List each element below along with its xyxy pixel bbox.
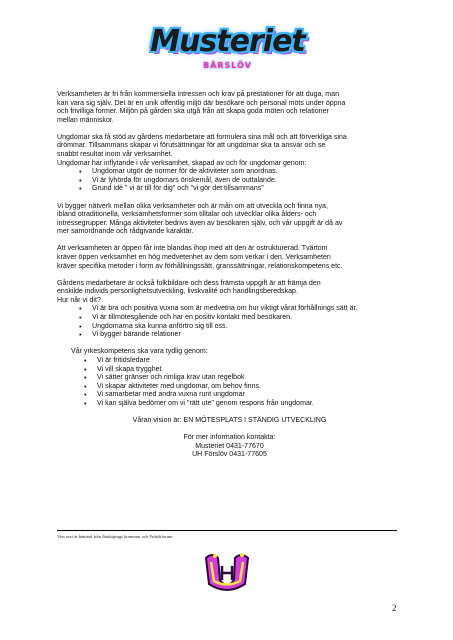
logo-wordmark: Musteriet [150,24,305,59]
contact-uh: UH Förslöv 0431-77605 [192,451,267,459]
uh-logo [202,550,252,595]
bullet-item: • Vi skapar aktiviteter med ungdomar, om behov finns. [84,383,402,392]
bullet-item: • Vi är tillmötesgående och har en positiv kontakt med besökaren. [79,314,402,323]
bullet-item: • Vi bygger bärande relationer [79,331,402,340]
bullet-item: • Vi vill skapa trygghet [84,366,402,375]
open-activity-paragraph [57,245,402,271]
bullet-item: • Vi kan själva bedömer om vi "rätt ute" genom respons från ungdomar. [84,400,402,409]
text-line: Ungdomar ska få stöd av gårdens medarbetare att formulera sina mål och att förverkliga sina [57,133,347,141]
footnote: Viss text är hämtad från Jönköpings kommun och Fritidsforum [57,534,173,539]
logo-subtitle: BÅRSLÖV [203,61,252,70]
musteriet-logo [150,22,305,82]
mission-section [57,280,402,340]
competence-bullet-list [84,357,402,409]
bullet-item: • Grund idé " vi är till för dig" och "vi gör det tillsammans" [79,185,402,194]
bullet-item: • Ungdomarna ska kunna anförtro sig till oss. [79,323,402,332]
page-number: 2 [392,603,397,613]
text-line: Ungdomar har inflytande i vår verksamhet, skapad av och för ungdomar genom: [57,159,307,167]
bullet-item: • Vi är lyhörda för ungdomars önskemål, även de outtalande. [79,177,402,186]
bullet-item: • Vi sätter gränser och rimliga krav utan regelbok [84,374,402,383]
text-line: enskilde individs personlighetsutveckling, livskvalité och handlingsberedskap. [57,288,298,296]
bullet-item: • Ungdomar utgör de normer för de aktiviteter som anordnas. [79,168,402,177]
text-line: snabbt resultat inom vår verksamhet. [57,151,173,159]
text-line: mellan människor. [57,116,114,124]
contact-musteriet: Musteriet 0431-77670 [195,442,264,450]
bullet-item: • Vi är fritidsledare [84,357,402,366]
text-line: Verksamheten är fri från kommersiella intressen och krav på prestationer för att duga, man [57,91,340,98]
text-line: kräver specifika metoder i form av förhållningssätt, granssättningar, relationskompetens etc. [57,262,343,270]
text-line: drömmar. Tillsammans skapar vi förutsättningar för att ungdomar ska ta ansvar och se [57,142,326,150]
text-line: Hur når vi dit? [57,296,101,304]
text-line: och frivilliga former. Miljön på gården ska utgå från att skapa goda möten och relationer [57,108,329,116]
contact-heading: För mer information kontakta: [183,434,276,442]
contact-block [57,434,402,460]
body-text [57,91,402,460]
youth-section [57,134,402,194]
competence-section [71,348,402,408]
text-line: Att verksamheten är öppen får inte blandas ihop med att den är ostrukturerad. Tvärtom [57,245,328,253]
bullet-item: • Vi samarbetar med andra vuxna runt ungdomar [84,391,402,400]
text-line: mer samordnande och rådgivande karaktär. [57,228,194,236]
youth-bullet-list [79,168,402,194]
competence-heading: Vår yrkeskompetens ska vara tydlig genom: [71,348,208,356]
network-paragraph [57,203,402,237]
text-line: ibland otraditionella, verksamhetsformer som tilltalar och utvecklar olika ålders- och [57,211,317,219]
bullet-item: • Vi är bra och positiva vuxna som är medvetna om hur viktigt vårat förhållnings sätt är. [79,305,402,314]
uh-graffiti-logo [202,550,252,595]
mission-bullet-list [79,305,402,339]
intro-paragraph [57,91,402,125]
vision-statement: Våran vision är: EN MÖTESPLATS I STÄNDIG UTVECKLING [132,417,327,424]
text-line: Vi bygger nätverk mellan olika verksamheter och är mån om att utveckla och finna nya, [57,202,328,210]
text-line: kan vara sig själv. Det är en unik offentlig miljö där besökare och personal möts under öppna [57,99,346,107]
text-line: kräver öppen verksamhet en hög medvetenhet av dem som verkar i den. Verksamheten [57,254,331,261]
text-line: intressegrupper. Många aktiviteter bedrivs även av besökaren själv, och vår uppgift är då av [57,219,343,227]
text-line: Gårdens medarbetare är också folkbildare och dess främsta uppgift är att främja den [57,279,321,287]
footnote-divider [57,530,397,531]
